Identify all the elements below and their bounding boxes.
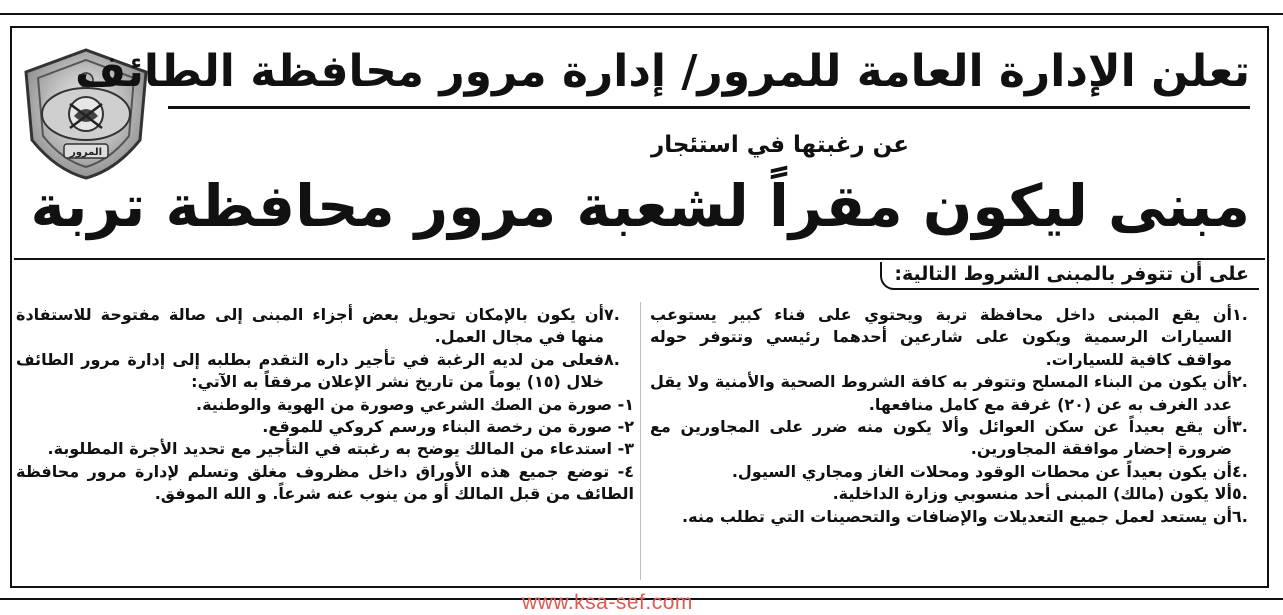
- condition-item: [16, 349, 634, 394]
- item-number: .٧: [604, 305, 620, 324]
- condition-item: [650, 304, 1262, 371]
- item-text: أن يكون بالإمكان تحويل بعض أجزاء المبنى إلى صالة مفتوحة للاستفادة منها في مجال العمل.: [16, 305, 604, 347]
- required-document: ٣- استدعاء من المالك يوضح به رغبته في التأجير مع تحديد الأجرة المطلوبة.: [47, 439, 634, 459]
- item-text: أن يكون بعيداً عن محطات الوقود ومحلات الغاز ومجاري السيول.: [731, 461, 1232, 481]
- item-number: .٣: [1232, 417, 1248, 437]
- item-text: فعلى من لديه الرغبة في تأجير داره التقدم بطلبه إلى إدارة مرور الطائف خلال (١٥) يوماً من تاريخ نشر الإعلان مرفقاً به الآتي:: [16, 349, 604, 392]
- headline: تعلن الإدارة العامة للمرور/ إدارة مرور محافظة الطائف: [168, 42, 1250, 109]
- item-text: أن يكون من البناء المسلح وتتوفر به كافة الشروط الصحية والأمنية ولا يقل عدد الغرف به عن (٢٠) غرفة مع كامل منافعها.: [650, 372, 1232, 414]
- item-number: .٤: [1232, 461, 1248, 481]
- emblem-label: المرور: [69, 147, 103, 158]
- item-text: أن يقع بعيداً عن سكن العوائل وألا يكون منه ضرر على المجاورين مع ضرورة إحضار موافقة المجاورين.: [650, 417, 1232, 459]
- item-text: ألا يكون (مالك) المبنى أحد منسوبي وزارة الداخلية.: [832, 484, 1232, 504]
- item-text: أن يقع المبنى داخل محافظة تربة ويحتوي على فناء كبير يستوعب السيارات الرسمية ويكون على شارعين أحدهما رئيسي وتتوفر حوله مواقف كافية للسيارات.: [650, 305, 1232, 369]
- required-document: ٢- صورة من رخصة البناء ورسم كروكي للموقع.: [262, 417, 634, 437]
- main-title: مبنى ليكون مقراً لشعبة مرور محافظة تربة: [30, 172, 1250, 240]
- condition-item: [650, 371, 1262, 416]
- item-number: .٢: [1232, 372, 1248, 392]
- watermark: www.ksa-sef.com: [522, 591, 693, 614]
- conditions-label: على أن تتوفر بالمبنى الشروط التالية:: [880, 262, 1259, 290]
- condition-item: [650, 483, 1262, 505]
- conditions-bar: [14, 258, 1265, 293]
- item-number: .١: [1232, 305, 1248, 324]
- subheading: عن رغبتها في استئجار: [650, 132, 910, 158]
- item-number: .٦: [1232, 506, 1248, 526]
- item-text: أن يستعد لعمل جميع التعديلات والإضافات والتحصينات التي تطلب منه.: [682, 506, 1232, 526]
- right-column: [650, 304, 1262, 528]
- item-number: .٥: [1232, 484, 1248, 504]
- column-divider: [640, 302, 641, 580]
- top-rule: [0, 13, 1283, 15]
- condition-item: [650, 506, 1262, 528]
- left-column: [16, 304, 634, 506]
- condition-item: [650, 416, 1262, 461]
- condition-item: [16, 304, 634, 349]
- required-document: ١- صورة من الصك الشرعي وصورة من الهوية والوطنية.: [196, 394, 634, 414]
- required-document: ٤- توضع جميع هذه الأوراق داخل مظروف مغلق وتسلم لإدارة مرور محافظة الطائف من قبل المالك أو من ينوب عنه شرعاً. و الله الموفق.: [16, 461, 634, 504]
- item-number: .٨: [604, 349, 620, 369]
- condition-item: [650, 461, 1262, 483]
